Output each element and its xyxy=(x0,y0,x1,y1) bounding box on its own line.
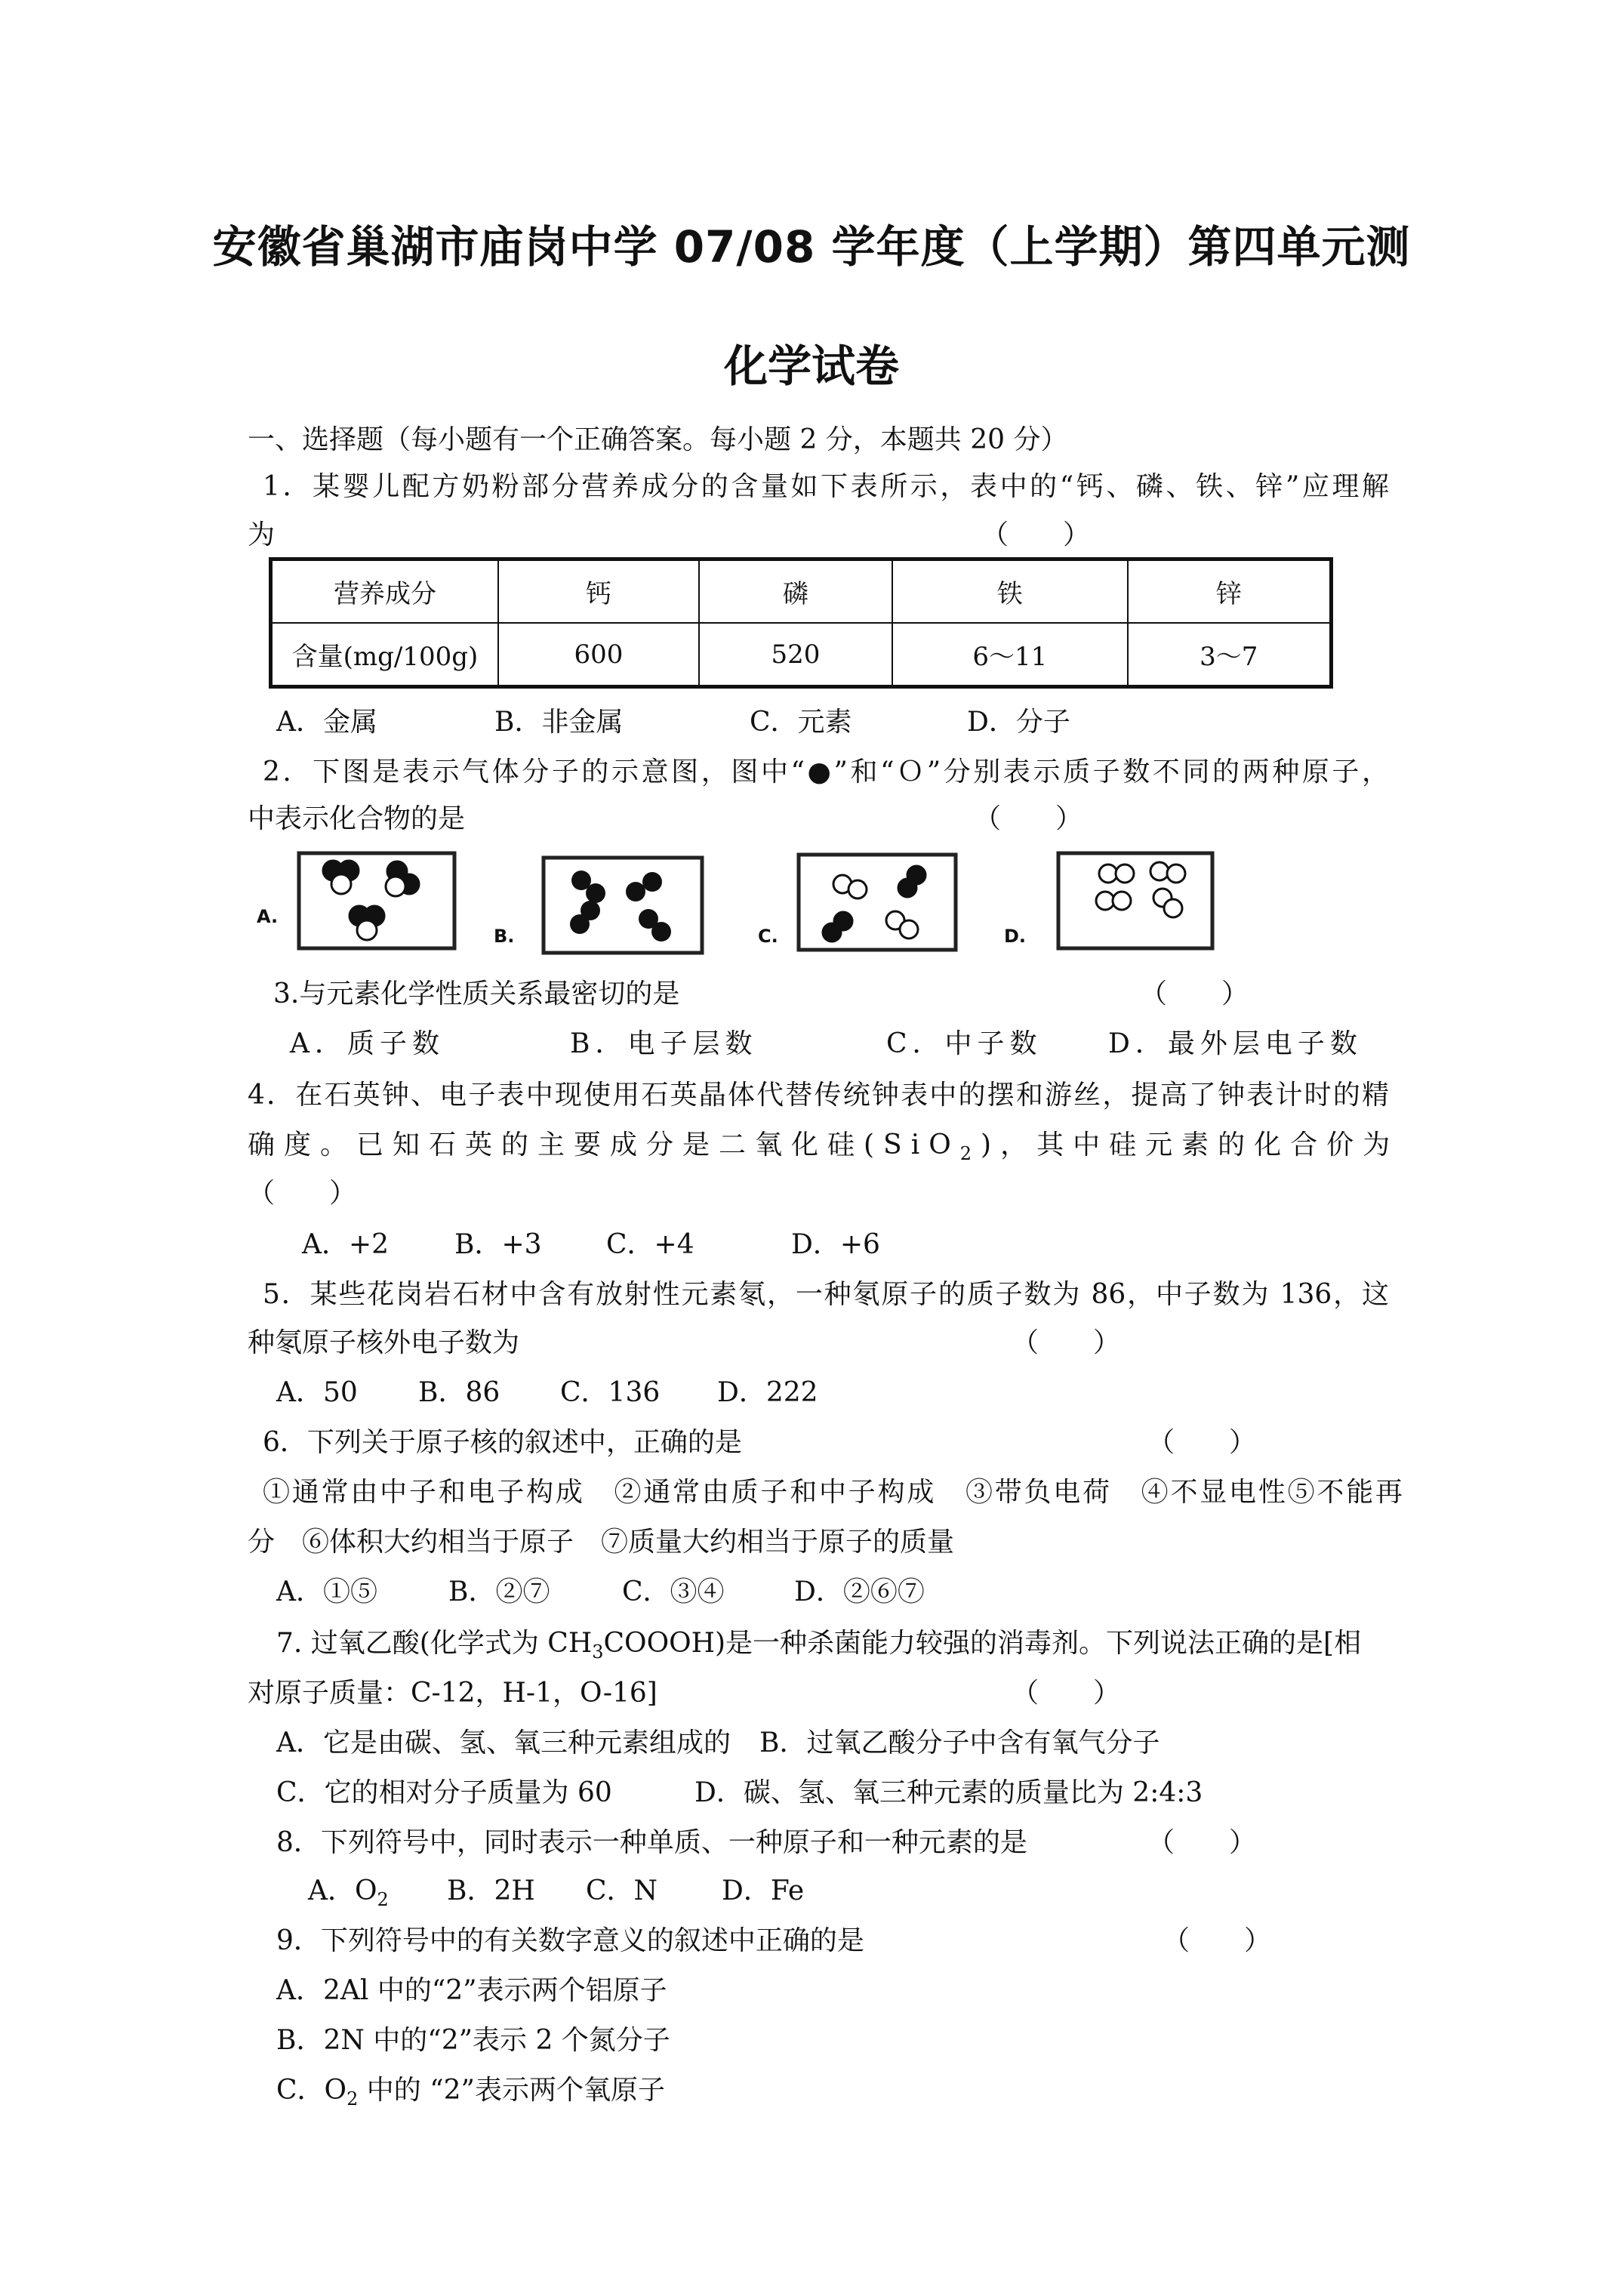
q8-stem: 8．下列符号中，同时表示一种单质、一种原子和一种元素的是 xyxy=(276,1827,1027,1858)
q3-option-b: B．电子层数 xyxy=(570,1028,758,1059)
q4-paren: （ ） xyxy=(248,1178,357,1209)
q6-option-c: C．③④ xyxy=(622,1576,725,1607)
q7-stem-1-sub: 3 xyxy=(592,1641,604,1663)
title-line-1: 安徽省巢湖市庙岗中学 07/08 学年度（上学期）第四单元测 xyxy=(212,221,1411,273)
q4-stem-1: 4．在石英钟、电子表中现使用石英晶体代替传统钟表中的摆和游丝，提高了钟表计时的精 xyxy=(248,1080,1389,1111)
q4-option-a: A．+2 xyxy=(302,1229,390,1260)
q1-paren: （ ） xyxy=(981,519,1091,550)
q8-option-a xyxy=(308,1874,389,1917)
q7-stem-2: 对原子质量：C-12，H-1，O-16] xyxy=(248,1678,658,1709)
q2-stem-1: 2．下图是表示气体分子的示意图，图中“●”和“Ｏ”分别表示质子数不同的两种原子， xyxy=(263,757,1389,787)
section-heading: 一、选择题（每小题有一个正确答案。每小题 2 分，本题共 20 分） xyxy=(248,424,1068,455)
q6-option-b: B．②⑦ xyxy=(448,1576,550,1607)
q5-option-a: A．50 xyxy=(276,1377,358,1408)
q4-option-d: D．+6 xyxy=(791,1229,880,1260)
molecule-svg-d xyxy=(1004,850,1230,963)
molecule-svg-a xyxy=(248,850,459,963)
q7-stem-1 xyxy=(276,1626,1389,1669)
q3-option-d: D．最外层电子数 xyxy=(1108,1028,1363,1059)
q6-items-1: ①通常由中子和电子构成 ②通常由质子和中子构成 ③带负电荷 ④不显电性⑤不能再 xyxy=(263,1477,1403,1508)
molecule-svg-b xyxy=(491,850,717,963)
q6-stem: 6．下列关于原子核的叙述中，正确的是 xyxy=(263,1427,742,1458)
q6-option-d: D．②⑥⑦ xyxy=(794,1576,925,1607)
table-cell: 3～7 xyxy=(1128,623,1332,687)
table-cell: 铁 xyxy=(892,559,1128,624)
table-cell: 营养成分 xyxy=(271,559,498,624)
q8-option-d: D．Fe xyxy=(722,1875,805,1906)
q7-paren: （ ） xyxy=(1012,1678,1121,1709)
q7-option-a: A．它是由碳、氢、氧三种元素组成的 xyxy=(276,1727,731,1758)
q4-stem-2-text-a: 确度。已知石英的主要成分是二氧化硅(SiO xyxy=(248,1130,960,1160)
q4-stem-2 xyxy=(248,1128,1400,1171)
q7-stem-1-text-b: COOOH)是一种杀菌能力较强的消毒剂。下列说法正确的是[相 xyxy=(603,1628,1362,1659)
q3-option-a: A．质子数 xyxy=(290,1028,445,1059)
table-row xyxy=(271,559,1332,624)
q4-option-c: C．+4 xyxy=(606,1229,694,1260)
table-cell: 520 xyxy=(699,623,892,687)
q4-stem-2-sub: 2 xyxy=(959,1143,981,1164)
q9-option-a: A．2Al 中的“2”表示两个铝原子 xyxy=(276,1975,667,2006)
molecule-diagram-c xyxy=(747,850,974,966)
q6-paren: （ ） xyxy=(1147,1427,1257,1458)
q1-option-a: A．金属 xyxy=(276,707,377,738)
table-row xyxy=(271,623,1332,687)
q5-option-b: B．86 xyxy=(418,1377,500,1408)
molecule-svg-c xyxy=(747,850,974,963)
table-cell: 600 xyxy=(498,623,699,687)
q3-stem: 3.与元素化学性质关系最密切的是 xyxy=(273,978,680,1009)
q6-items-2: 分 ⑥体积大约相当于原子 ⑦质量大约相当于原子的质量 xyxy=(248,1527,955,1558)
q7-option-d: D．碳、氢、氧三种元素的质量比为 2:4:3 xyxy=(694,1777,1203,1808)
title-line-2: 化学试卷 xyxy=(723,341,899,392)
q8-option-a-text: A．O xyxy=(308,1875,377,1906)
q5-stem-1: 5．某些花岗岩石材中含有放射性元素氡，一种氡原子的质子数为 86，中子数为 136，这 xyxy=(263,1279,1389,1310)
q8-option-a-sub: 2 xyxy=(377,1889,389,1910)
q9-option-c-text-a: C．O xyxy=(276,2075,347,2106)
q9-stem: 9．下列符号中的有关数字意义的叙述中正确的是 xyxy=(276,1925,864,1956)
fig-label-b: B. xyxy=(494,926,515,947)
q9-option-c-text-b: 中的 “2”表示两个氧原子 xyxy=(358,2075,665,2106)
q3-option-c: C．中子数 xyxy=(886,1028,1042,1059)
q9-paren: （ ） xyxy=(1163,1925,1272,1956)
q1-option-c: C．元素 xyxy=(750,707,852,738)
q5-option-d: D．222 xyxy=(717,1377,818,1408)
table-cell: 磷 xyxy=(699,559,892,624)
q3-paren: （ ） xyxy=(1140,978,1249,1009)
q4-option-b: B．+3 xyxy=(454,1229,542,1260)
table-cell: 含量(mg/100g) xyxy=(271,623,498,687)
q9-option-c-sub: 2 xyxy=(346,2088,359,2110)
q1-stem-1: 1．某婴儿配方奶粉部分营养成分的含量如下表所示，表中的“钙、磷、铁、锌”应理解 xyxy=(263,471,1389,502)
q2-stem-2: 中表示化合物的是 xyxy=(248,803,466,834)
q8-paren: （ ） xyxy=(1147,1827,1257,1858)
molecule-diagram-a xyxy=(248,850,459,966)
q1-option-d: D．分子 xyxy=(967,707,1070,738)
q2-paren: （ ） xyxy=(974,803,1083,834)
table-cell: 锌 xyxy=(1128,559,1332,624)
fig-label-d: D. xyxy=(1004,926,1027,947)
fig-label-c: C. xyxy=(758,926,778,947)
molecule-diagram-b xyxy=(491,850,717,966)
q7-option-c: C．它的相对分子质量为 60 xyxy=(276,1777,612,1808)
q8-option-b: B．2H xyxy=(447,1875,535,1906)
q9-option-c xyxy=(276,2073,665,2116)
q9-option-b: B．2N 中的“2”表示 2 个氮分子 xyxy=(276,2025,670,2056)
q7-stem-1-text-a: 7. 过氧乙酸(化学式为 CH xyxy=(276,1628,593,1659)
table-cell: 钙 xyxy=(498,559,699,624)
q1-option-b: B．非金属 xyxy=(494,707,624,738)
table-cell: 6～11 xyxy=(892,623,1128,687)
q8-option-c: C．N xyxy=(586,1875,658,1906)
q4-stem-2-text-b: )，其中硅元素的化合价为 xyxy=(981,1130,1400,1160)
q5-stem-2: 种氡原子核外电子数为 xyxy=(248,1327,520,1358)
q7-option-b: B．过氧乙酸分子中含有氧气分子 xyxy=(759,1727,1160,1758)
q5-option-c: C．136 xyxy=(560,1377,661,1408)
q6-option-a: A．①⑤ xyxy=(276,1576,377,1607)
fig-label-a: A. xyxy=(257,906,279,927)
nutrition-table xyxy=(269,557,1333,689)
q1-stem-2: 为 xyxy=(248,519,276,550)
q5-paren: （ ） xyxy=(1012,1327,1121,1358)
molecule-diagram-d xyxy=(1004,850,1230,966)
